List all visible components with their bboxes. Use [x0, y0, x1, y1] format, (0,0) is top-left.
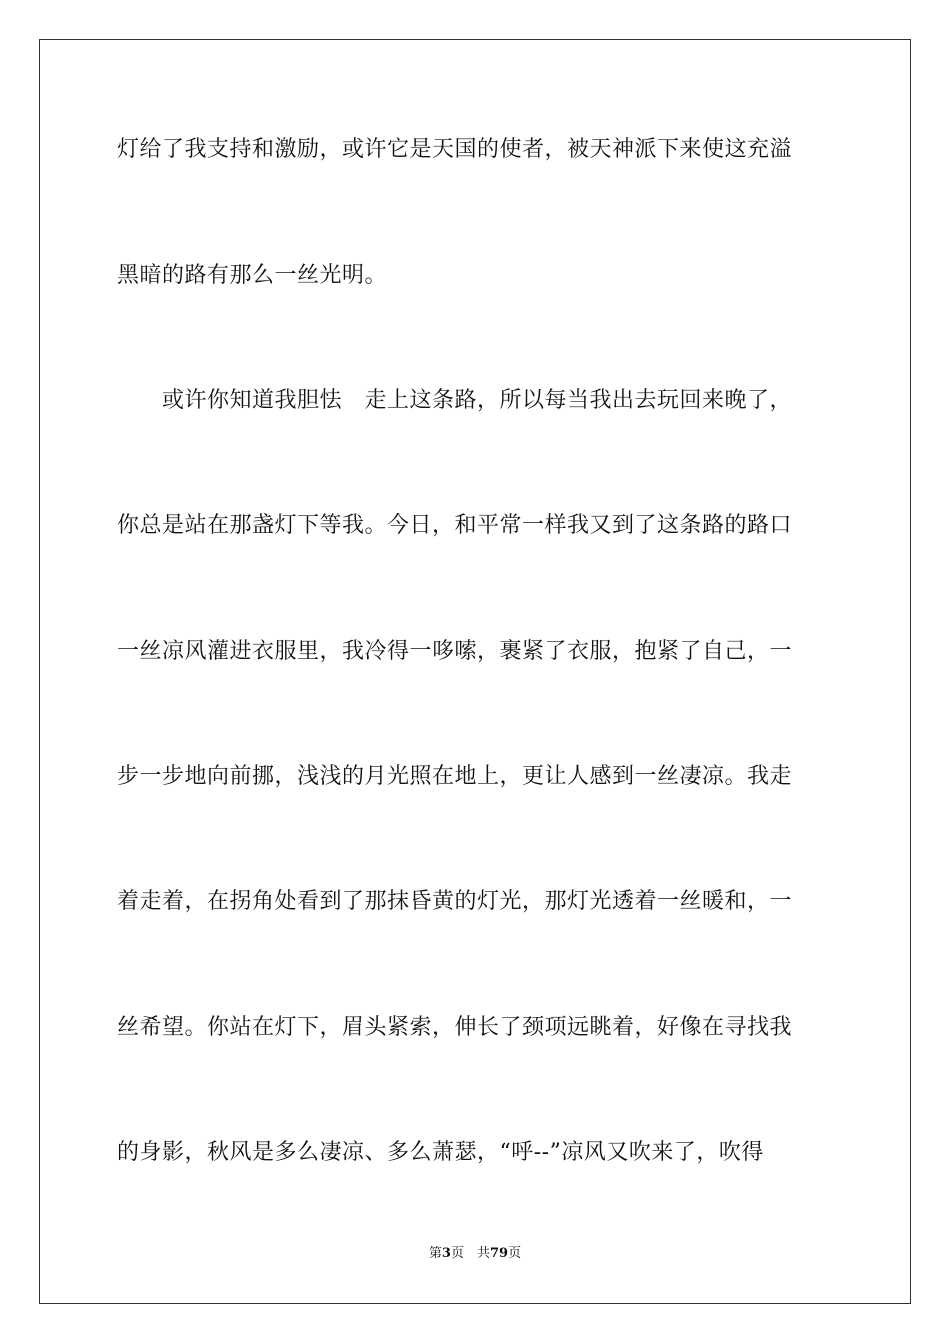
page-frame — [39, 39, 911, 1304]
text-line: 一丝凉风灌进衣服里，我冷得一哆嗦，裹紧了衣服，抱紧了自己，一 — [117, 639, 793, 664]
text-line: 丝希望。你站在灯下，眉头紧索，伸长了颈项远眺着，好像在寻找我 — [117, 1015, 793, 1040]
total-pages-number: 79 — [489, 1246, 509, 1261]
text-line: 的身影，秋风是多么凄凉、多么萧瑟，“呼--”凉风又吹来了，吹得 — [117, 1140, 764, 1165]
text-line: 灯给了我支持和激励，或许它是天国的使者，被天神派下来使这充溢 — [117, 137, 793, 162]
footer-middle: 页 共 — [450, 1246, 490, 1261]
text-line: 你总是站在那盏灯下等我。今日，和平常一样我又到了这条路的路口 — [117, 513, 793, 538]
text-line: 或许你知道我胆怯 走上这条路，所以每当我出去玩回来晚了， — [117, 388, 793, 413]
footer-prefix: 第 — [428, 1246, 442, 1261]
text-line: 步一步地向前挪，浅浅的月光照在地上，更让人感到一丝凄凉。我走 — [117, 764, 793, 789]
current-page-number: 3 — [441, 1246, 451, 1261]
page-number-footer — [0, 1245, 950, 1263]
text-line: 黑暗的路有那么一丝光明。 — [117, 263, 388, 288]
text-line: 着走着，在拐角处看到了那抹昏黄的灯光，那灯光透着一丝暖和，一 — [117, 889, 793, 914]
footer-suffix: 页 — [508, 1246, 522, 1261]
